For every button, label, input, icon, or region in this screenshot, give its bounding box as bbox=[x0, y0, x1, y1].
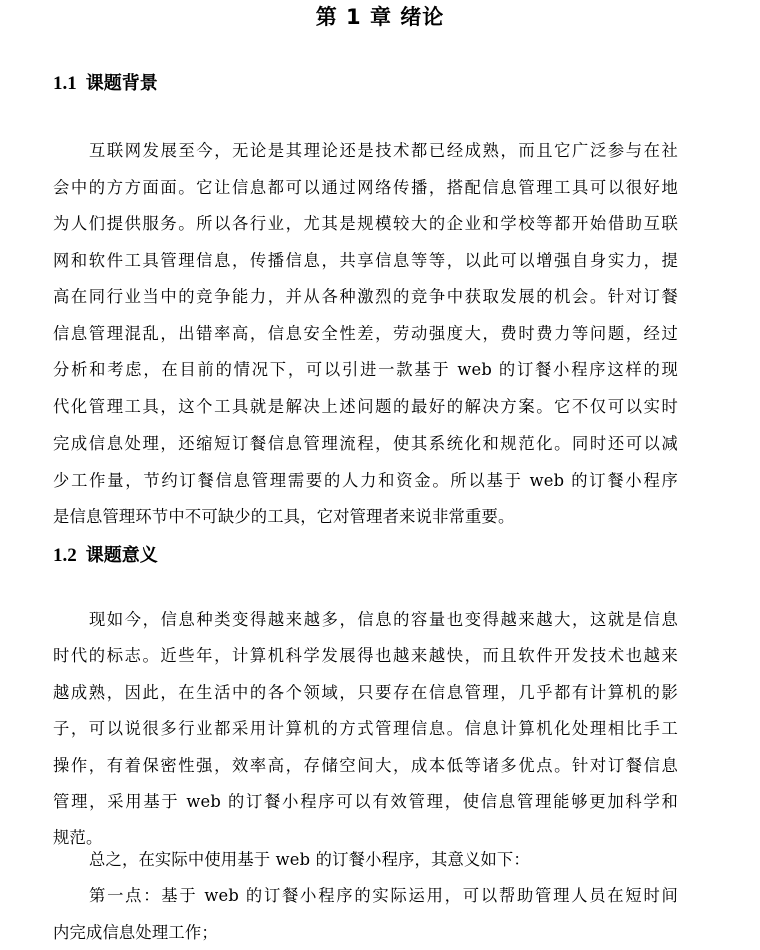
text-line: 为人们提供服务。所以各行业，尤其是规模较大的企业和学校等都开始借助互联 bbox=[53, 214, 678, 233]
section-title: 课题背景 bbox=[85, 73, 158, 94]
chapter-title: 第 1 章 绪论 bbox=[315, 5, 445, 29]
section-number: 1.1 bbox=[53, 73, 77, 94]
text-line: 总之，在实际中使用基于 web 的订餐小程序，其意义如下： bbox=[89, 850, 530, 869]
text-line: 时代的标志。近些年，计算机科学发展得也越来越快，而且软件开发技术也越来 bbox=[53, 646, 678, 665]
text-line: 第一点：基于 web 的订餐小程序的实际运用，可以帮助管理人员在短时间 bbox=[89, 886, 678, 905]
text-line: 管理，采用基于 web 的订餐小程序可以有效管理，使信息管理能够更加科学和 bbox=[53, 792, 678, 811]
text-line: 互联网发展至今，无论是其理论还是技术都已经成熟，而且它广泛参与在社 bbox=[89, 141, 678, 160]
text-line: 代化管理工具，这个工具就是解决上述问题的最好的解决方案。它不仅可以实时 bbox=[53, 397, 678, 416]
text-line: 少工作量，节约订餐信息管理需要的人力和资金。所以基于 web 的订餐小程序 bbox=[53, 471, 678, 490]
section-heading-1-2 bbox=[53, 543, 158, 569]
section-number: 1.2 bbox=[53, 545, 77, 566]
section-heading-1-1 bbox=[53, 71, 158, 97]
text-line: 是信息管理环节中不可缺少的工具，它对管理者来说非常重要。 bbox=[53, 507, 515, 526]
text-line: 内完成信息处理工作； bbox=[53, 923, 218, 942]
text-line: 现如今，信息种类变得越来越多，信息的容量也变得越来越大，这就是信息 bbox=[89, 610, 678, 629]
text-line: 越成熟，因此，在生活中的各个领域，只要存在信息管理，几乎都有计算机的影 bbox=[53, 683, 678, 702]
text-line: 网和软件工具管理信息，传播信息，共享信息等等，以此可以增强自身实力，提 bbox=[53, 251, 678, 270]
text-line: 规范。 bbox=[53, 828, 103, 847]
text-line: 高在同行业当中的竞争能力，并从各种激烈的竞争中获取发展的机会。针对订餐 bbox=[53, 287, 678, 306]
text-line: 操作，有着保密性强，效率高，存储空间大，成本低等诸多优点。针对订餐信息 bbox=[53, 756, 678, 775]
text-line: 子，可以说很多行业都采用计算机的方式管理信息。信息计算机化处理相比手工 bbox=[53, 719, 678, 738]
text-line: 完成信息处理，还缩短订餐信息管理流程，使其系统化和规范化。同时还可以减 bbox=[53, 434, 678, 453]
text-line: 分析和考虑，在目前的情况下，可以引进一款基于 web 的订餐小程序这样的现 bbox=[53, 360, 678, 379]
section-title: 课题意义 bbox=[85, 545, 158, 566]
text-line: 信息管理混乱，出错率高，信息安全性差，劳动强度大，费时费力等问题，经过 bbox=[53, 324, 678, 343]
text-line: 会中的方方面面。它让信息都可以通过网络传播，搭配信息管理工具可以很好地 bbox=[53, 178, 678, 197]
